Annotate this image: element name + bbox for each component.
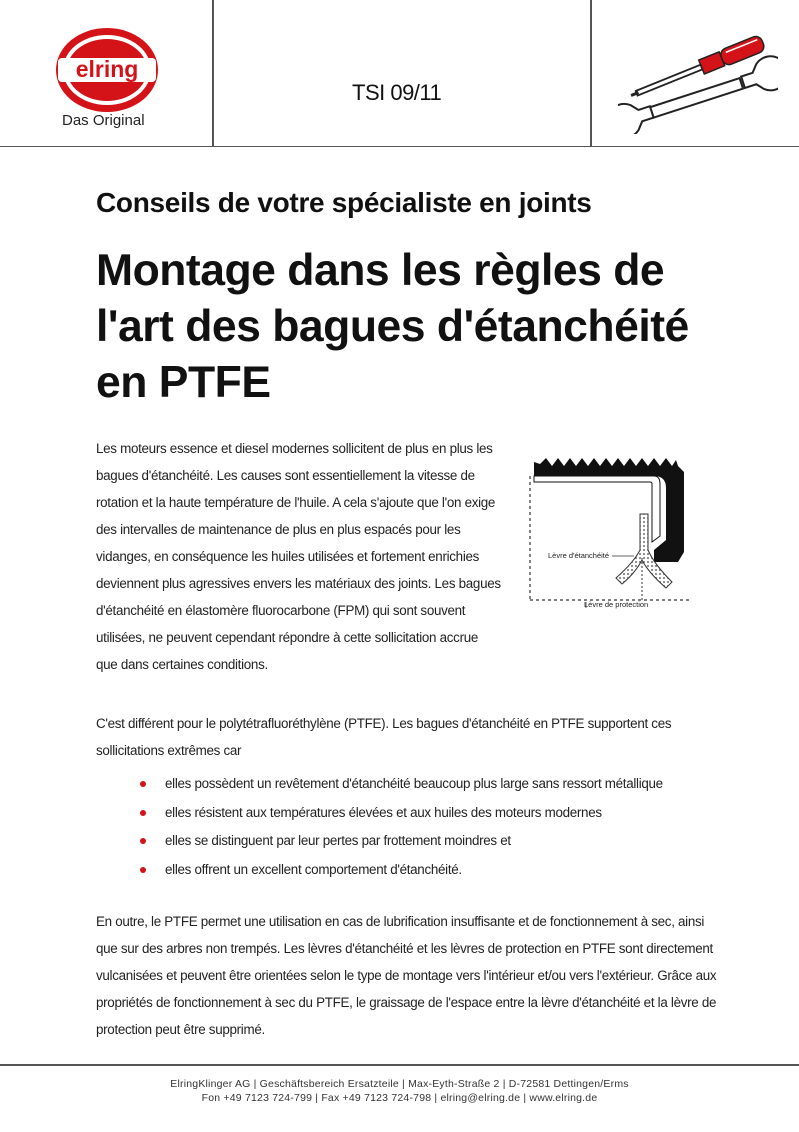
diagram-label-sealing-lip: Lèvre d'étanchéité [548, 551, 610, 560]
document-subtitle: Conseils de votre spécialiste en joints [96, 187, 592, 218]
document-title: Montage dans les règles de l'art des bagues d'étanchéité en PTFE [96, 246, 689, 407]
bullet-icon [140, 781, 146, 787]
page-footer [0, 1077, 799, 1105]
list-item: elles se distinguent par leur pertes par frottement moindres et [140, 827, 720, 856]
intro-paragraph: Les moteurs essence et diesel modernes sollicitent de plus en plus les bagues d'étanchéité. Les causes sont essentiellement la vitesse de rotation et la haute température de l'huile. A cela s'ajoute que l'on exige des intervalles de maintenance de plus en plus espacés pour les vidanges, en conséquence les huiles utilisées et fortement enrichies deviennent plus agressives envers les matériaux des joints. Les bagues d'étanchéité en élastomère fluorocarbone (FPM) qui sont souvent utilisées, ne peuvent cependant répondre à cette sollicitation accrue que dans certaines conditions. [96, 441, 501, 672]
list-item: elles offrent un excellent comportement d'étanchéité. [140, 856, 720, 885]
footer-contact: Fon +49 7123 724-799 | Fax +49 7123 724-798 | elring@elring.de | www.elring.de [201, 1092, 598, 1104]
diagram-label-protection-lip: Lèvre de protection [584, 600, 649, 609]
document-code: TSI 09/11 [352, 80, 442, 105]
list-item: elles résistent aux températures élevées et aux huiles des moteurs modernes [140, 799, 720, 828]
tools-icon [618, 24, 778, 134]
bullet-icon [140, 810, 146, 816]
page-header [0, 0, 799, 147]
header-divider [212, 0, 214, 146]
logo-text: elring [75, 56, 139, 82]
seal-cross-section-diagram [526, 432, 706, 622]
header-divider [590, 0, 592, 146]
advantages-list [140, 770, 720, 884]
list-item: elles possèdent un revêtement d'étanchéité beaucoup plus large sans ressort métallique [140, 770, 720, 799]
logo-tagline: Das Original [62, 112, 145, 129]
footer-address: ElringKlinger AG | Geschäftsbereich Ersatzteile | Max-Eyth-Straße 2 | D-72581 Dettingen/Erms [170, 1078, 629, 1090]
closing-paragraph: En outre, le PTFE permet une utilisation en cas de lubrification insuffisante et de fonctionnement à sec, ainsi que sur des arbres non trempés. Les lèvres d'étanchéité et les lèvres de protection en PTFE sont directement vulcanisées et peuvent être orientées selon le type de montage vers l'intérieur et/ou vers l'extérieur. Grâce aux propriétés de fonctionnement à sec du PTFE, le graissage de l'espace entre la lèvre d'étanchéité et la lèvre de protection peut être supprimé. [96, 914, 717, 1037]
ptfe-paragraph: C'est différent pour le polytétrafluoréthylène (PTFE). Les bagues d'étanchéité en PTFE supportent ces sollicitations extrêmes car [96, 716, 672, 758]
bullet-icon [140, 838, 146, 844]
footer-rule [0, 1064, 799, 1066]
bullet-icon [140, 867, 146, 873]
